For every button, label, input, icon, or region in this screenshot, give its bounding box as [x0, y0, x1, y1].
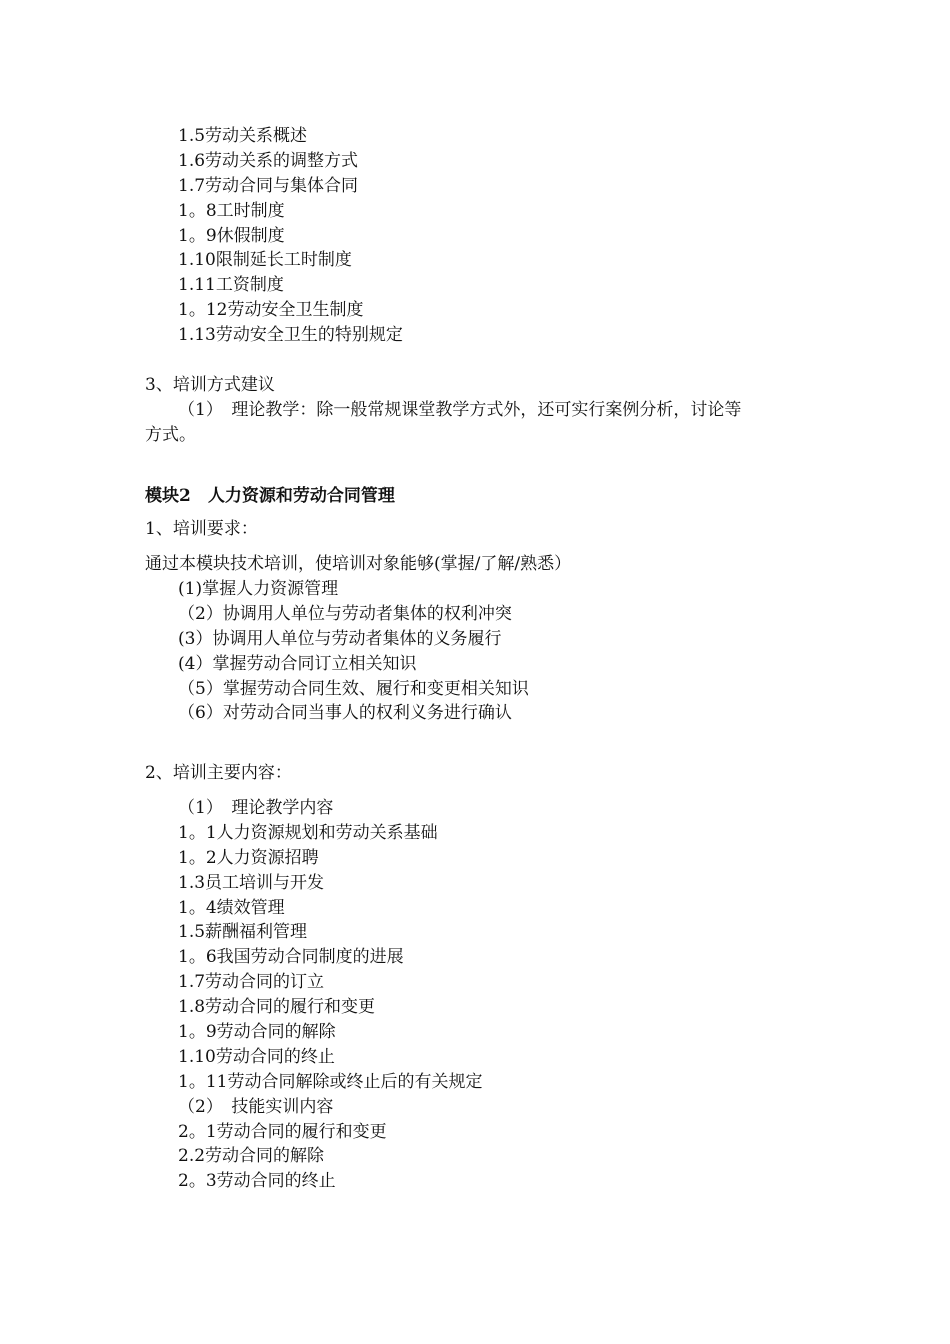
content-heading: 2、培训主要内容： [145, 763, 292, 783]
training-method-text-line2: 方式。 [145, 425, 196, 445]
module2-title: 模块2 人力资源和劳动合同管理 [145, 486, 395, 506]
requirements-list [178, 577, 529, 726]
list-item: 1.10限制延长工时制度 [178, 250, 352, 271]
list-item: 1。9休假制度 [178, 225, 285, 246]
list-item: 1。4绩效管理 [178, 897, 285, 918]
training-method-heading: 3、培训方式建议 [145, 375, 275, 395]
list-item: 1。8工时制度 [178, 200, 285, 221]
list-item: 1.7劳动合同与集体合同 [178, 175, 359, 196]
list-item: 1.5薪酬福利管理 [178, 922, 308, 943]
list-item: 1.8劳动合同的履行和变更 [178, 997, 376, 1018]
content-list [178, 796, 482, 1194]
list-item: 1.10劳动合同的终止 [178, 1046, 335, 1067]
list-item: （5）掌握劳动合同生效、履行和变更相关知识 [178, 678, 529, 699]
list-item: 1。1人力资源规划和劳动关系基础 [178, 822, 438, 843]
list-item: 1。12劳动安全卫生制度 [178, 300, 364, 321]
list-item: 2。1劳动合同的履行和变更 [178, 1121, 387, 1142]
list-item: (1)掌握人力资源管理 [178, 579, 339, 599]
list-item: 1.3员工培训与开发 [178, 872, 325, 893]
list-item: 1.5劳动关系概述 [178, 126, 308, 146]
list-item: （2） 技能实训内容 [178, 1096, 334, 1117]
list-item: 1.7劳动合同的订立 [178, 972, 325, 993]
list-item: 1.6劳动关系的调整方式 [178, 150, 359, 171]
list-item: (3）协调用人单位与劳动者集体的义务履行 [178, 628, 502, 649]
requirements-heading: 1、培训要求： [145, 519, 258, 539]
requirements-intro: 通过本模块技术培训，使培训对象能够(掌握/了解/熟悉） [145, 554, 572, 574]
list-item: （6）对劳动合同当事人的权利义务进行确认 [178, 703, 512, 724]
list-item: 1.13劳动安全卫生的特别规定 [178, 325, 403, 346]
list-item: 2。3劳动合同的终止 [178, 1171, 336, 1192]
list-item: 1。6我国劳动合同制度的进展 [178, 947, 404, 968]
training-method-text-line1: （1） 理论教学：除一般常规课堂教学方式外，还可实行案例分析，讨论等 [178, 400, 742, 420]
list-item: （1） 理论教学内容 [178, 798, 334, 818]
list-item: 2.2劳动合同的解除 [178, 1146, 325, 1167]
list-item: 1。9劳动合同的解除 [178, 1022, 336, 1043]
list-item: （2）协调用人单位与劳动者集体的权利冲突 [178, 603, 512, 624]
section1-list [178, 124, 403, 348]
list-item: 1。2人力资源招聘 [178, 847, 319, 868]
list-item: 1。11劳动合同解除或终止后的有关规定 [178, 1071, 483, 1092]
list-item: 1.11工资制度 [178, 275, 284, 296]
list-item: (4）掌握劳动合同订立相关知识 [178, 653, 417, 674]
